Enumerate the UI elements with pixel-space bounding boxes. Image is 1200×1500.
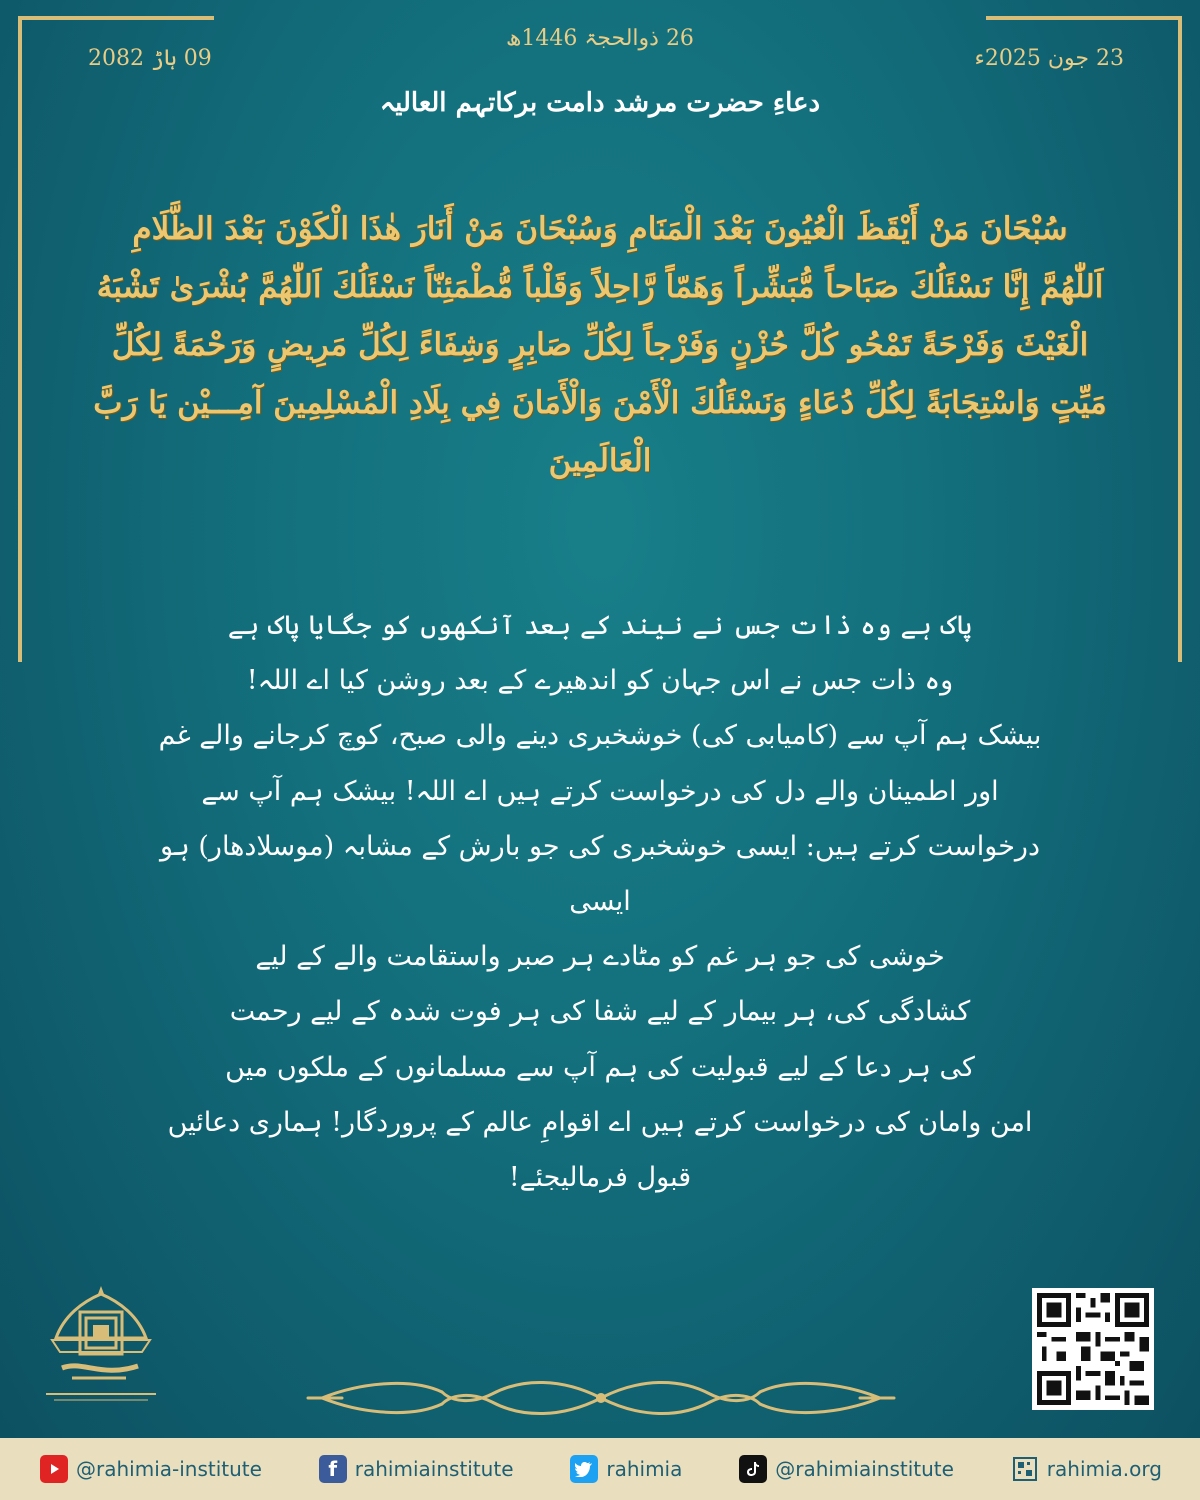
frame-top-left (18, 16, 214, 20)
ornamental-divider (302, 1372, 900, 1424)
youtube-icon (40, 1455, 68, 1483)
urdu-line: قبول فرمالیجئے! (508, 1162, 692, 1194)
rahimia-logo (42, 1282, 160, 1406)
arabic-dua-line: الْعَالَمِينَ (548, 443, 652, 479)
youtube-link[interactable] (40, 1455, 262, 1483)
globe-icon (1011, 1455, 1039, 1483)
urdu-line: کشادگی کی، ہر بیمار کے لیے شفا کی ہر فوت شدہ کے لیے رحمت (229, 996, 971, 1028)
tiktok-handle: @rahimiainstitute (775, 1457, 954, 1481)
facebook-icon: f (319, 1455, 347, 1483)
arabic-dua-line: مَيِّتٍ وَاسْتِجَابَةً لِكُلِّ دُعَاءٍ وَنَسْئَلُكَ الْأَمْنَ وَالْأَمَانَ فِي بِلَادِ الْمُسْلِمِينَ آمِـــيْن يَا رَبَّ (93, 385, 1107, 421)
footer-bar (0, 1438, 1200, 1500)
arabic-dua-line: الْغَيْثَ وَفَرْحَةً تَمْحُو كُلَّ حُزْنٍ وَفَرْجاً لِكُلِّ صَابِرٍ وَشِفَاءً لِكُلِّ مَرِيضٍ وَرَحْمَةً لِكُلِّ (111, 327, 1089, 363)
page-title: دعاءِ حضرت مرشد دامت برکاتہم العالیہ (379, 88, 821, 118)
facebook-link[interactable] (319, 1455, 514, 1483)
urdu-line: امن وامان کی درخواست کرتے ہیں اے اقوامِ عالم کے پروردگار! ہماری دعائیں (167, 1106, 1033, 1138)
twitter-link[interactable] (570, 1455, 682, 1483)
facebook-handle: rahimiainstitute (354, 1457, 514, 1481)
urdu-line: کی ہر دعا کے لیے قبولیت کی ہم آپ سے مسلمانوں کے ملکوں میں (225, 1051, 975, 1083)
urdu-line: وہ ذات جس نے اس جہان کو اندھیرے کے بعد روشن کیا اے اللہ! (246, 665, 954, 697)
qr-code[interactable] (1032, 1288, 1154, 1410)
urdu-line: خوشی کی جو ہر غم کو مٹادے ہر صبر واستقامت والے کے لیے (255, 941, 945, 973)
website-url: rahimia.org (1046, 1457, 1162, 1481)
urdu-line: بیشک ہم آپ سے (کامیابی کی) خوشخبری دینے والی صبح، کوچ کرجانے والے غم (158, 720, 1042, 752)
gregorian-date: 23 جون 2025ء (974, 46, 1124, 71)
website-link[interactable] (1011, 1455, 1162, 1483)
urdu-line: درخواست کرتے ہیں: ایسی خوشخبری کی جو بارش کے مشابہ (موسلادھار) ہو ایسی (160, 830, 1040, 918)
tiktok-link[interactable] (739, 1455, 954, 1483)
arabic-dua (80, 200, 1120, 490)
tiktok-icon (739, 1455, 767, 1483)
arabic-dua-line: سُبْحَانَ مَنْ أَيْقَظَ الْعُيُونَ بَعْدَ الْمَنَامِ وَسُبْحَانَ مَنْ أَنَارَ هٰذَا الْكَوْنَ بَعْدَ الظَّلَامِ (132, 211, 1068, 247)
youtube-handle: @rahimia-institute (76, 1457, 262, 1481)
hijri-date: 26 ذوالحجۃ 1446ھ (506, 26, 694, 51)
urdu-line: پاک ہے وہ ذات جس نے نیند کے بعد آنکھوں کو جگایا پاک ہے (227, 610, 973, 641)
urdu-line: اور اطمینان والے دل کی درخواست کرتے ہیں اے اللہ! بیشک ہم آپ سے (201, 775, 999, 807)
bikrami-date: 09 ہاڑ 2082 (88, 46, 212, 71)
frame-top-right (986, 16, 1182, 20)
twitter-icon (570, 1455, 598, 1483)
twitter-handle: rahimia (606, 1457, 683, 1481)
urdu-translation (140, 598, 1060, 1205)
arabic-dua-line: اَللّٰهُمَّ إِنَّا نَسْئَلُكَ صَبَاحاً مُّبَشِّراً وَهَمّاً رَّاحِلاً وَقَلْباً مُّطْمَئِنّاً نَسْئَلُكَ اَللّٰهُمَّ بُشْرَىٰ تَشْبَهُ (96, 269, 1104, 305)
